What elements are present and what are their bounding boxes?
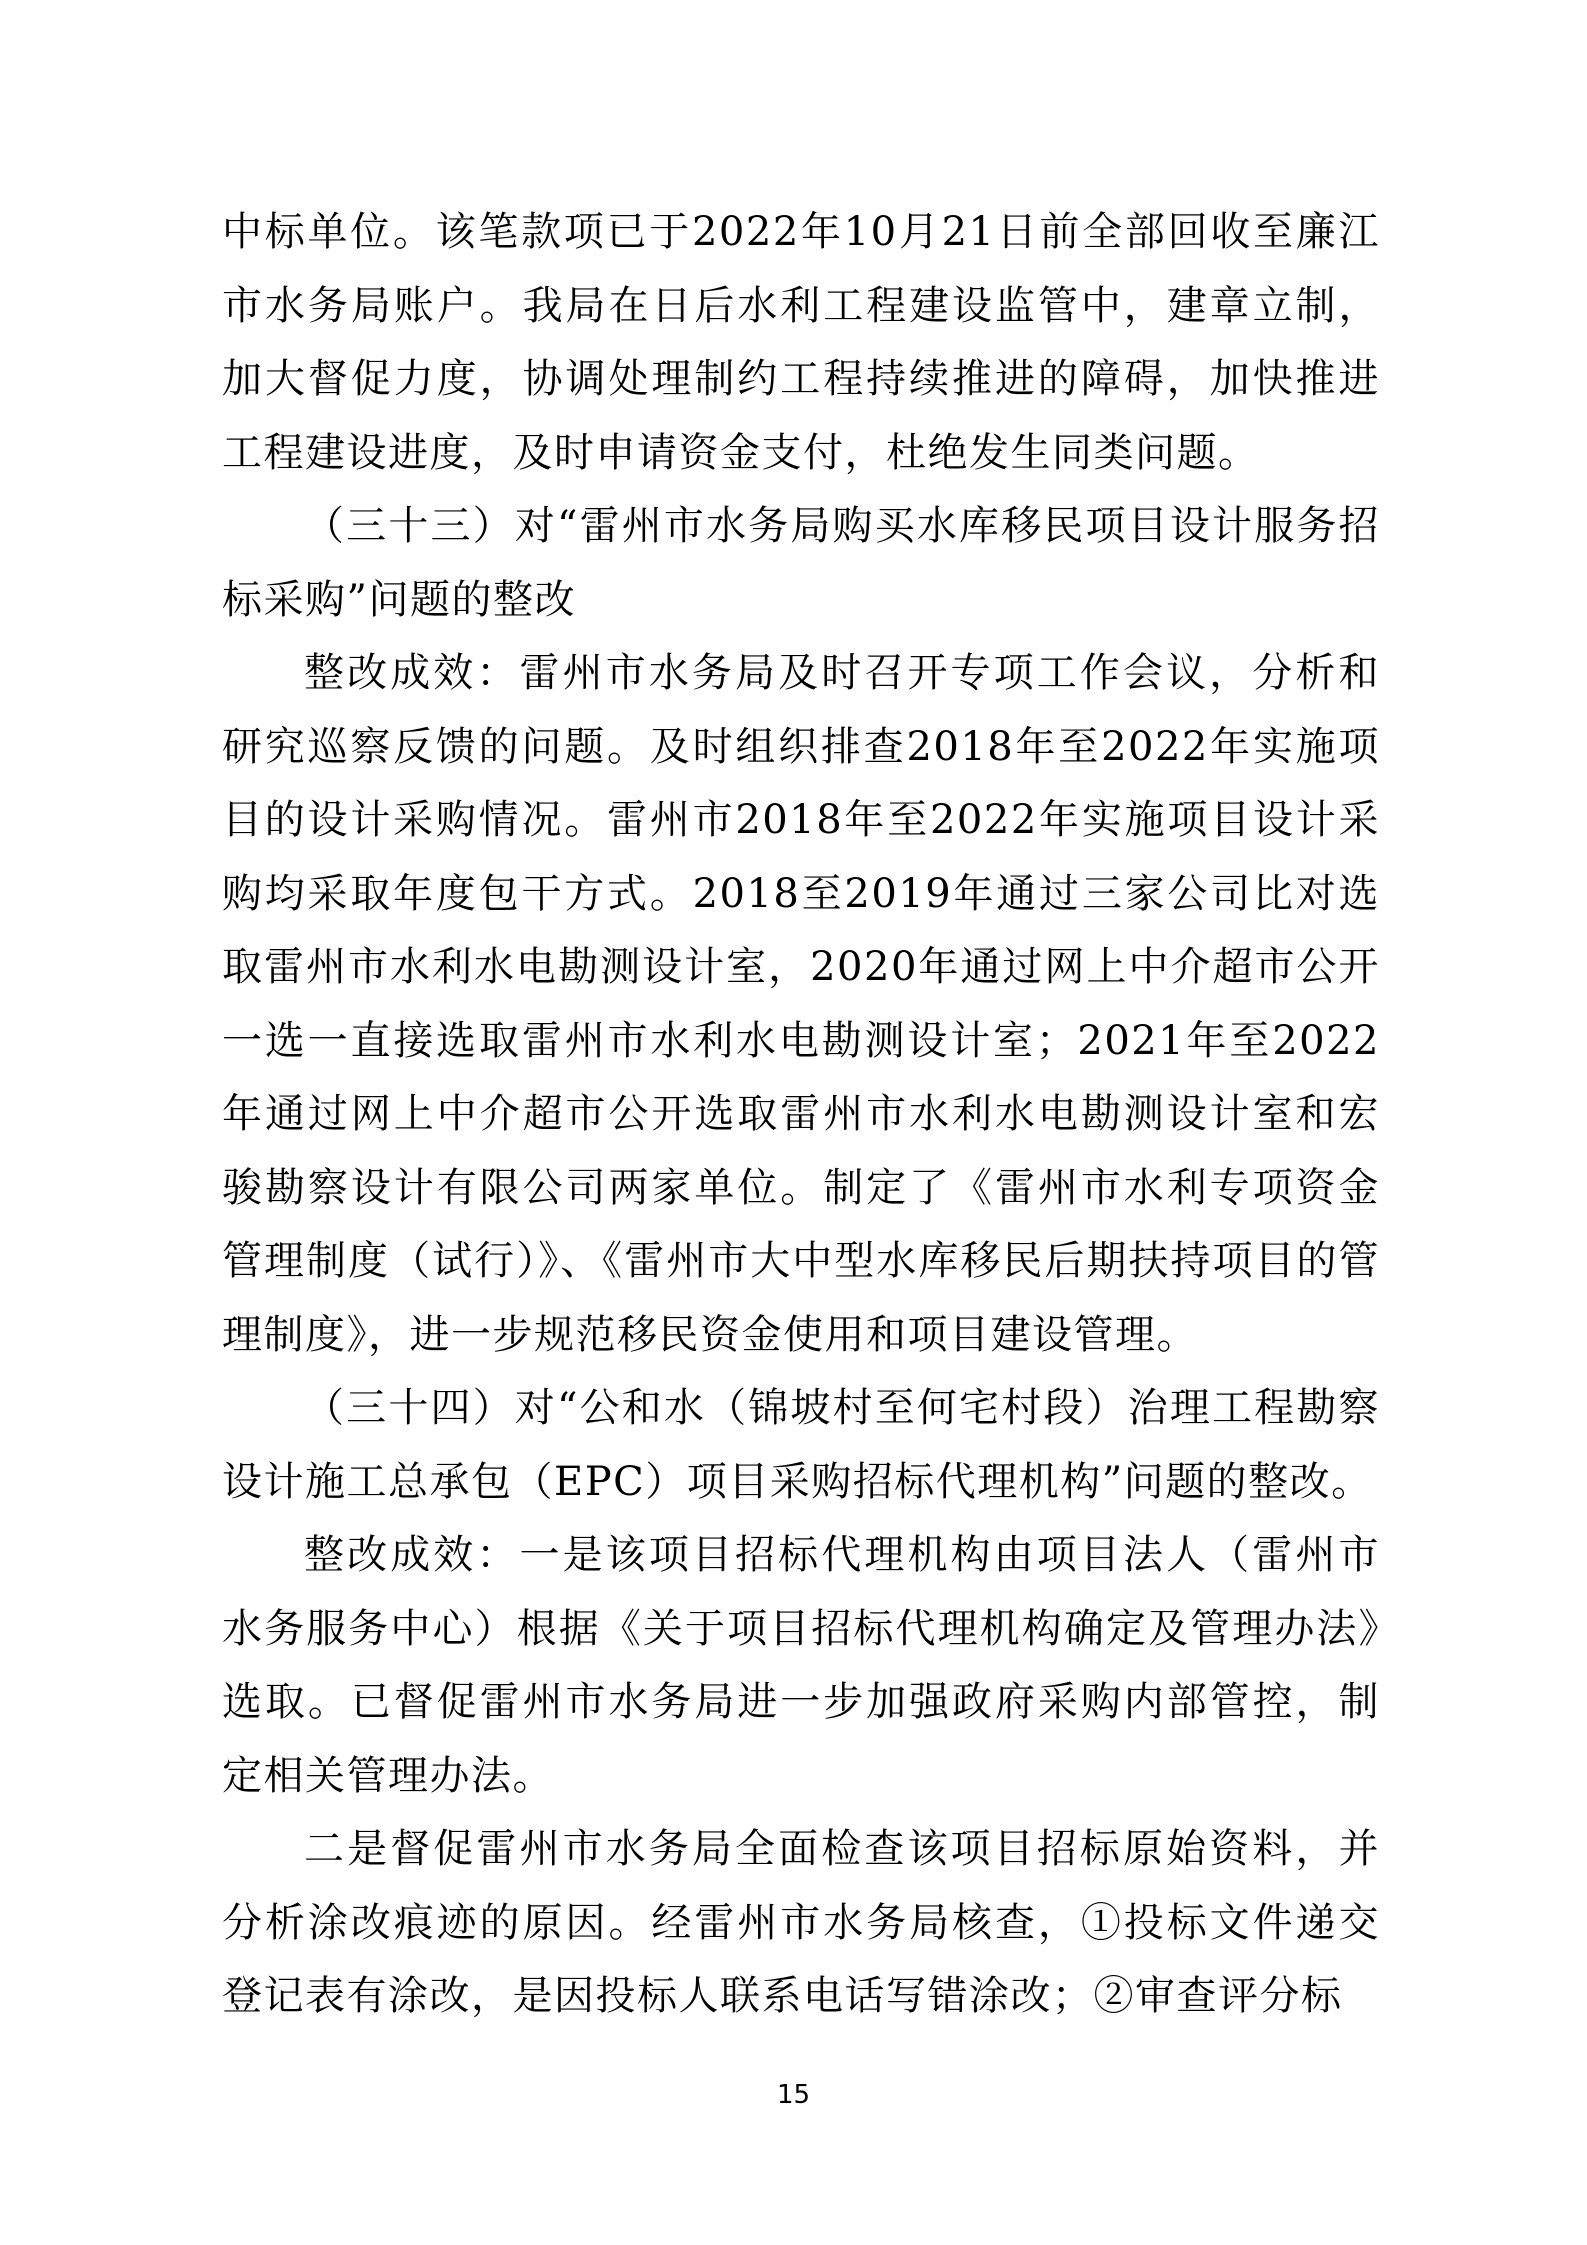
section-heading-33: （三十三）对“雷州市水务局购买水库移民项目设计服务招标采购”问题的整改 xyxy=(222,503,1380,623)
body-paragraph-rectification-34-part2: 二是督促雷州市水务局全面检查该项目招标原始资料，并分析涂改痕迹的原因。经雷州市水务局核查，①投标文件递交登记表有涂改，是因投标人联系电话写错涂改；②审查评分标 xyxy=(222,1826,1380,2019)
body-paragraph-rectification-34-part1: 整改成效：一是该项目招标代理机构由项目法人（雷州市水务服务中心）根据《关于项目招标代理机构确定及管理办法》选取。已督促雷州市水务局进一步加强政府采购内部管控，制定相关管理办法。 xyxy=(222,1532,1380,1799)
body-paragraph-rectification-33: 整改成效：雷州市水务局及时召开专项工作会议，分析和研究巡察反馈的问题。及时组织排查2018年至2022年实施项目的设计采购情况。雷州市2018年至2022年实施项目设计采购均采取年度包干方式。2018至2019年通过三家公司比对选取雷州市水利水电勘测设计室，2020年通过网上中介超市公开一选一直接选取雷州市水利水电勘测设计室；2021年至2022年通过网上中介超市公开选取雷州市水利水电勘测设计室和宏骏勘察设计有限公司两家单位。制定了《雷州市水利专项资金管理制度（试行）》、《雷州市大中型水库移民后期扶持项目的管理制度》，进一步规范移民资金使用和项目建设管理。 xyxy=(222,650,1380,1358)
body-paragraph-continuation: 中标单位。该笔款项已于2022年10月21日前全部回收至廉江市水务局账户。我局在日后水利工程建设监管中，建章立制，加大督促力度，协调处理制约工程持续推进的障碍，加快推进工程建设进度，及时申请资金支付，杜绝发生同类问题。 xyxy=(222,209,1380,476)
section-heading-34: （三十四）对“公和水（锦坡村至何宅村段）治理工程勘察设计施工总承包（EPC）项目采购招标代理机构”问题的整改。 xyxy=(222,1385,1380,1505)
page-number: 15 xyxy=(776,2080,811,2110)
document-page xyxy=(222,196,1380,2034)
